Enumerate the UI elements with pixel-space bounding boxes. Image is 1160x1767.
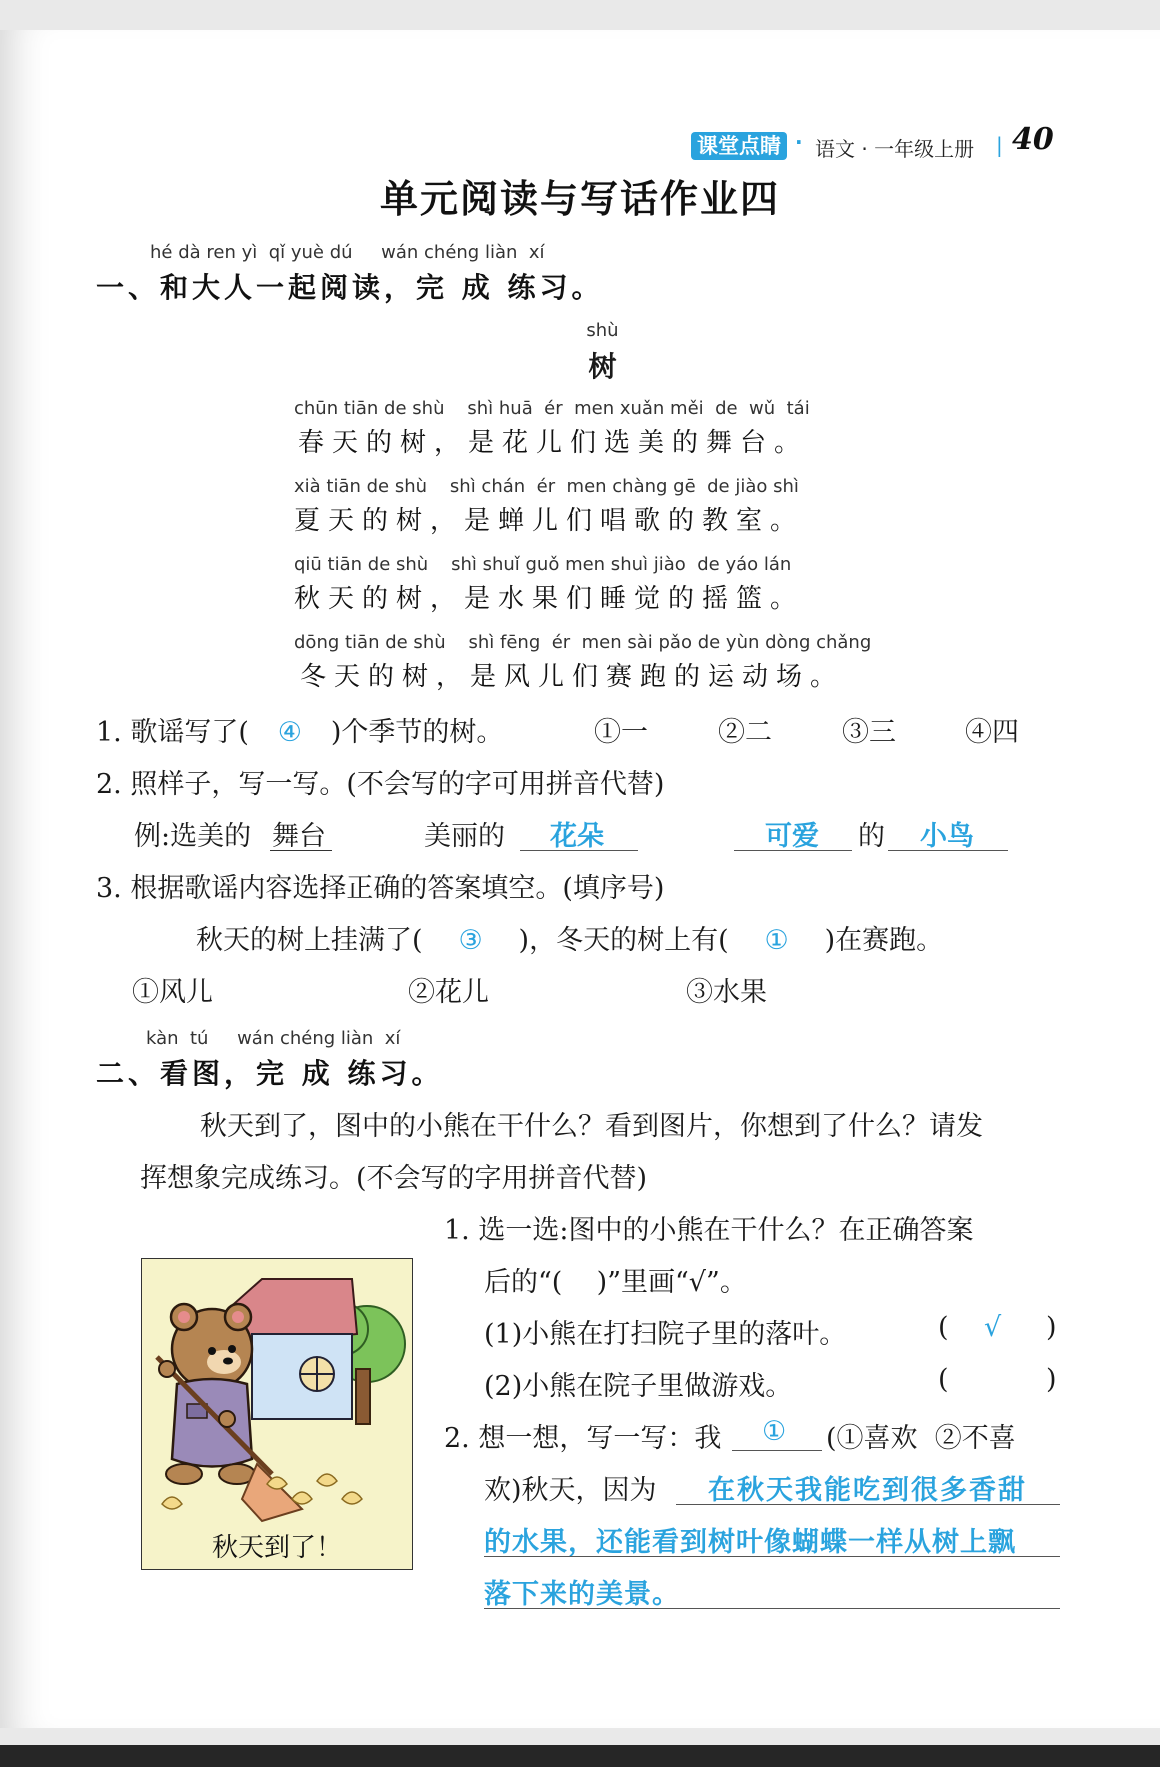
- poem-title: 树: [588, 350, 617, 383]
- bear-drawing: [142, 1259, 412, 1569]
- q3-prompt: 3. 根据歌谣内容选择正确的答案填空。(填序号): [96, 873, 665, 904]
- poem-line-pinyin: dōng tiān de shù shì fēng ér men sài pǎo de yùn dòng chǎng: [294, 632, 872, 653]
- q2-item1-label: 美丽的: [424, 821, 505, 852]
- poem-line-pinyin: qiū tiān de shù shì shuǐ guǒ men shuì jiào de yáo lán: [294, 554, 792, 575]
- header-divider: |: [996, 133, 1003, 157]
- answer-underline: [676, 1504, 1060, 1505]
- paren-close: ): [1046, 1364, 1057, 1395]
- s2-q2-pre: 2. 想一想，写一写：我: [444, 1423, 722, 1454]
- q1-prompt: [96, 710, 503, 749]
- q1-answer[interactable]: ④: [277, 717, 302, 748]
- q1-pre: 1. 歌谣写了(: [96, 717, 249, 748]
- poem-line-pinyin: xià tiān de shù shì chán ér men chàng gē de jiào shì: [294, 476, 799, 497]
- section1-pinyin: hé dà ren yì qǐ yuè dú wán chéng liàn xí: [150, 242, 545, 263]
- check-answer[interactable]: √: [984, 1312, 1002, 1343]
- poem-title-pinyin: shù: [586, 320, 619, 341]
- example-underline: [270, 850, 332, 851]
- q1-option: ②二: [718, 717, 772, 748]
- s2-q2-post: (①喜欢 ②不喜: [826, 1423, 1016, 1454]
- s2-q2-line2: 欢)秋天，因为: [484, 1475, 657, 1506]
- q3-option: ②花儿: [408, 977, 489, 1008]
- viewer-bottom-bar: [0, 1745, 1160, 1767]
- q3-option: ③水果: [686, 977, 767, 1008]
- poem-line: 秋天的树，是水果们睡觉的摇篮。: [294, 584, 805, 614]
- s2-q2-answer-line[interactable]: 落下来的美景。: [484, 1579, 680, 1610]
- s2-q1-option1: (1)小熊在打扫院子里的落叶。: [484, 1319, 847, 1350]
- section2-intro: 挥想象完成练习。(不会写的字用拼音代替): [140, 1163, 648, 1194]
- q1-option: ④四: [965, 717, 1019, 748]
- q3-sentence-a: 秋天的树上挂满了(: [196, 925, 423, 956]
- q3-sentence: [196, 918, 943, 957]
- answer-underline: [520, 850, 638, 851]
- q3-answer-b[interactable]: ①: [764, 925, 789, 956]
- poem-line: 冬天的树，是风儿们赛跑的运动场。: [300, 662, 845, 692]
- book-badge: 课堂点睛: [691, 132, 787, 160]
- s2-q1-line2: 后的“( )”里画“√”。: [484, 1267, 747, 1298]
- section2-pinyin: kàn tú wán chéng liàn xí: [146, 1028, 401, 1049]
- q3-sentence-c: )在赛跑。: [824, 925, 944, 956]
- subject-label: 语文 · 一年级上册: [815, 137, 975, 161]
- section2-intro: 秋天到了，图中的小熊在干什么？看到图片，你想到了什么？请发: [200, 1111, 983, 1142]
- paren-open: (: [938, 1312, 949, 1343]
- q1-post: )个季节的树。: [330, 717, 504, 748]
- q2-prompt: 2. 照样子，写一写。(不会写的字可用拼音代替): [96, 769, 665, 800]
- s2-q2-answer-line[interactable]: 在秋天我能吃到很多香甜: [708, 1475, 1027, 1506]
- poem-line-pinyin: chūn tiān de shù shì huā ér men xuǎn měi de wǔ tái: [294, 398, 810, 419]
- header-dot: ·: [795, 130, 803, 154]
- workbook-page: [0, 30, 1160, 1728]
- q2-item2-answer[interactable]: 可爱: [765, 821, 819, 852]
- answer-underline: [734, 850, 852, 851]
- q2-example-label: 例:选美的: [134, 821, 252, 852]
- q2-item1-answer[interactable]: 花朵: [550, 821, 604, 852]
- answer-underline: [732, 1450, 822, 1451]
- q3-option: ①风儿: [132, 977, 213, 1008]
- q1-option: ③三: [842, 717, 896, 748]
- answer-underline: [484, 1556, 1060, 1557]
- illustration-caption: 秋天到了！: [211, 1533, 342, 1563]
- q3-sentence-b: )，冬天的树上有(: [518, 925, 729, 956]
- q2-example-word: 舞台: [272, 821, 326, 852]
- s2-q2-answer-line[interactable]: 的水果，还能看到树叶像蝴蝶一样从树上飘: [484, 1527, 1016, 1558]
- answer-underline: [484, 1608, 1060, 1609]
- s2-q1-option2: (2)小熊在院子里做游戏。: [484, 1371, 793, 1402]
- q1-option: ①一: [594, 717, 648, 748]
- section1-heading: 一、和大人一起阅读，完 成 练习。: [96, 271, 604, 304]
- s2-q2-choice[interactable]: ①: [762, 1416, 787, 1447]
- poem-line: 夏天的树，是蝉儿们唱歌的教室。: [294, 506, 805, 536]
- paren-open: (: [938, 1364, 949, 1395]
- s2-q1-line1: 1. 选一选:图中的小熊在干什么？在正确答案: [444, 1215, 974, 1246]
- poem-line: 春天的树，是花儿们选美的舞台。: [298, 428, 809, 458]
- bear-sweeping-illustration: [141, 1258, 413, 1570]
- section2-heading: 二、看图，完 成 练习。: [96, 1057, 444, 1090]
- q2-item2-answer2[interactable]: 小鸟: [920, 821, 974, 852]
- page-title: 单元阅读与写话作业四: [379, 177, 780, 221]
- paren-close: ): [1046, 1312, 1057, 1343]
- page-number: 40: [1012, 122, 1054, 157]
- answer-underline: [888, 850, 1008, 851]
- q2-item2-de: 的: [858, 821, 885, 852]
- q3-answer-a[interactable]: ③: [458, 925, 483, 956]
